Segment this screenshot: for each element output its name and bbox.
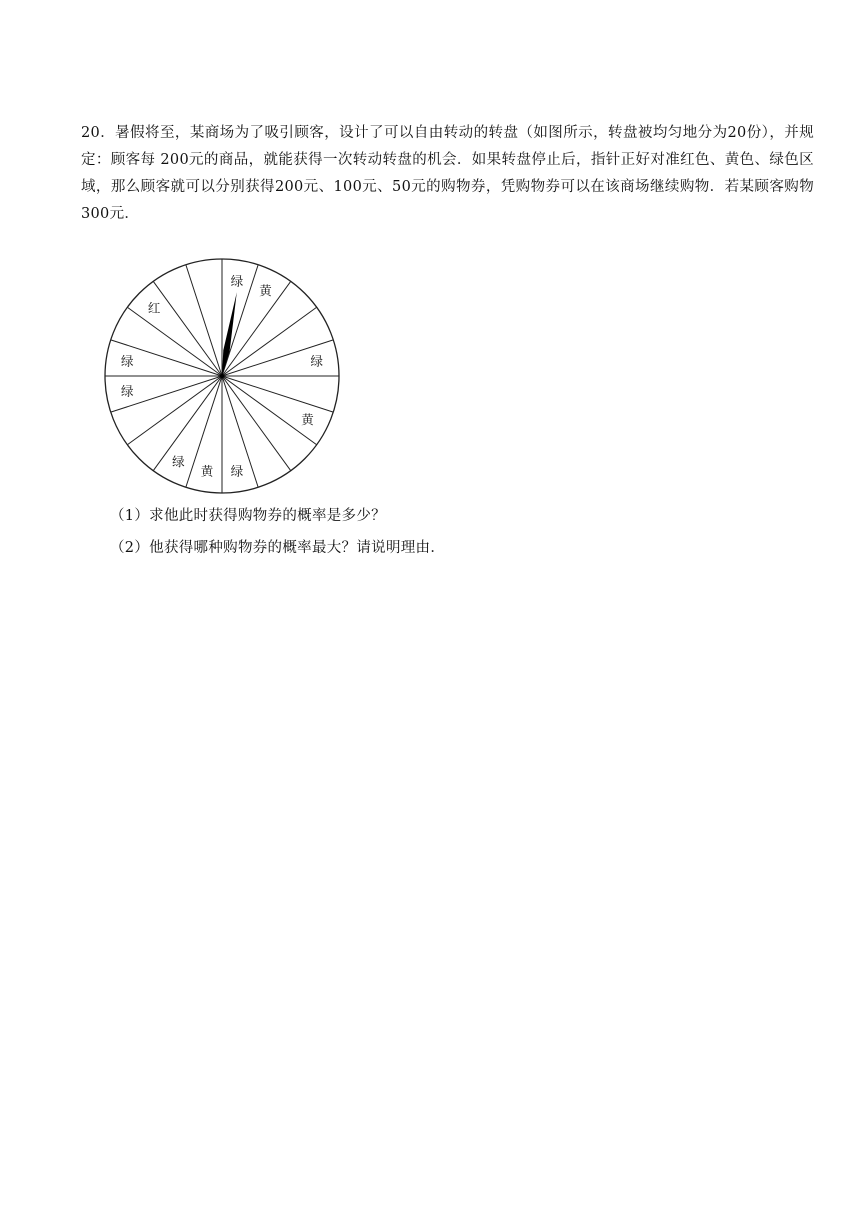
- question-2-text: 他获得哪种购物券的概率最大？请说明理由．: [149, 540, 446, 556]
- sector-label: 绿: [230, 463, 244, 479]
- question-1-text: 求他此时获得购物券的概率是多少？: [149, 508, 386, 524]
- sector-label: 绿: [120, 383, 134, 399]
- question-1-label: （1）: [110, 508, 150, 524]
- spinner-wheel: [96, 252, 348, 504]
- spinner-center-pin: [220, 374, 224, 378]
- problem-text: ．暑假将至，某商场为了吸引顾客，设计了可以自由转动的转盘（如图所示，转盘被均匀地分为20份），并规定：顾客每 200元的商品，就能获得一次转动转盘的机会．如果转盘停止后，指针正好对准红色、黄色、绿色区域，那么顾客就可以分别获得200元、100元、50元的购物券，凭购物券可以在该商场继续购物．若某顾客购物300元．: [81, 125, 814, 222]
- sector-label: 绿: [310, 353, 324, 369]
- sector-label: 红: [147, 300, 161, 316]
- question-2-label: （2）: [110, 540, 150, 556]
- sector-label: 黄: [200, 463, 214, 479]
- sector-label: 黄: [301, 412, 314, 428]
- question-1: [110, 506, 386, 526]
- sector-label: 黄: [259, 283, 272, 299]
- problem-statement: [81, 120, 814, 228]
- question-2: [110, 538, 445, 558]
- problem-paragraph: [81, 120, 814, 228]
- problem-number: 20: [81, 125, 101, 141]
- sector-label: 绿: [120, 353, 134, 369]
- sector-label: 绿: [172, 453, 185, 469]
- spinner-figure: [96, 252, 348, 504]
- sector-label: 绿: [230, 273, 244, 289]
